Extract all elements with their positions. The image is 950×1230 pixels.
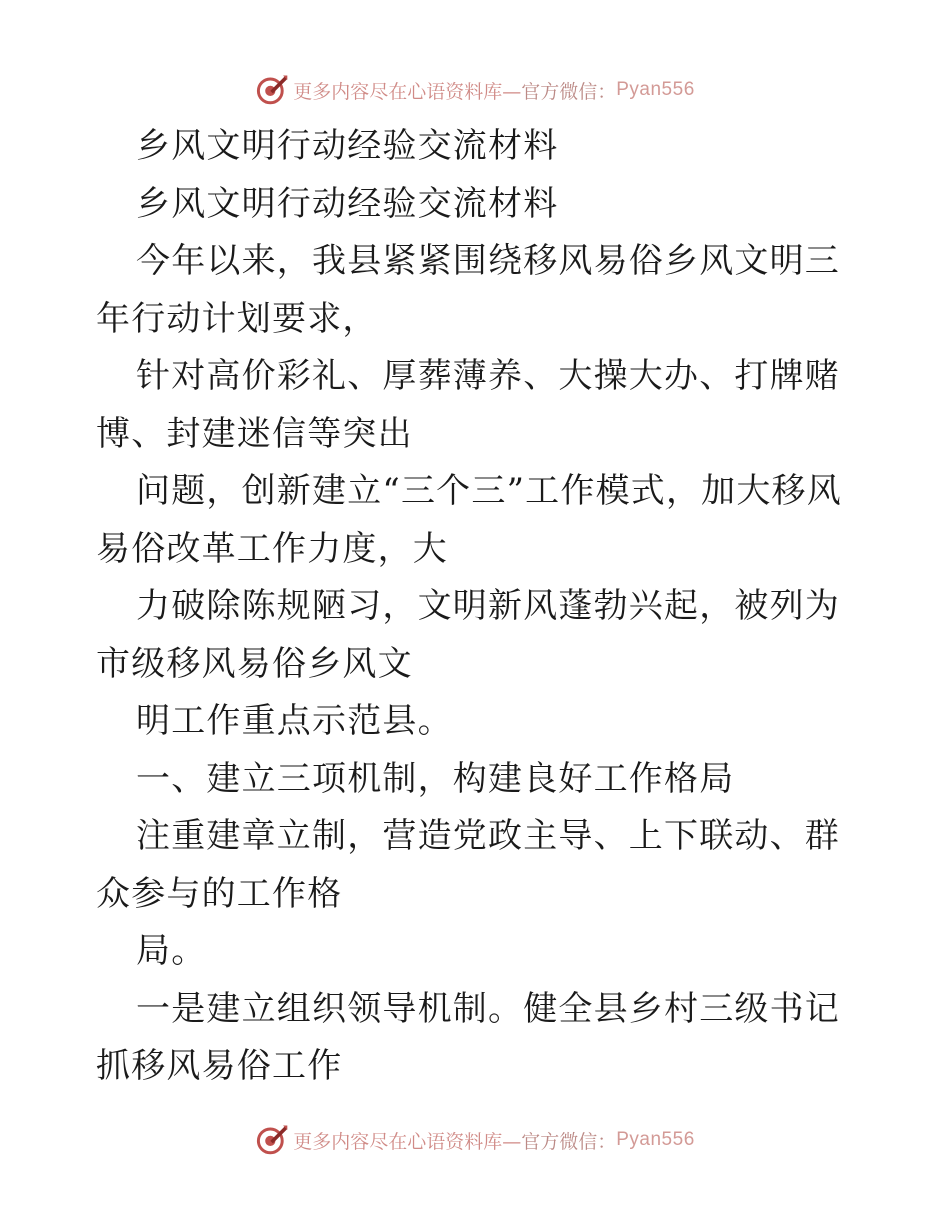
watermark-text: 更多内容尽在心语资料库— (293, 1130, 522, 1153)
watermark-footer (0, 1120, 950, 1160)
paragraph-title: 乡风文明行动经验交流材料 (136, 126, 559, 166)
section-heading: 一、建立三项机制，构建良好工作格局 (136, 758, 735, 799)
watermark-text: 更多内容尽在心语资料库— (293, 80, 522, 103)
pen-logo-icon (255, 73, 289, 107)
paragraph: 明工作重点示范县。 (136, 701, 453, 741)
paragraph: 今年以来，我县紧紧围绕移风易俗乡风文明三年行动计划要求， (96, 241, 840, 339)
watermark-wechat-label: 官方微信： (521, 80, 617, 103)
document-body (96, 118, 856, 1096)
pen-logo-icon (255, 1123, 289, 1157)
paragraph: 针对高价彩礼、厚葬薄养、大操大办、打牌赌博、封建迷信等突出 (96, 356, 840, 454)
watermark-header (0, 70, 950, 110)
paragraph: 一是建立组织领导机制。健全县乡村三级书记抓移风易俗工作 (96, 988, 840, 1086)
watermark-wechat-id: Pyan556 (616, 79, 695, 100)
watermark-wechat-id: Pyan556 (616, 1129, 695, 1150)
paragraph: 力破除陈规陋习，文明新风蓬勃兴起，被列为市级移风易俗乡风文 (96, 586, 840, 684)
watermark-wechat-label: 官方微信： (521, 1130, 617, 1153)
paragraph: 问题，创新建立“三个三”工作模式，加大移风易俗改革工作力度，大 (96, 471, 842, 569)
paragraph-title-repeat: 乡风文明行动经验交流材料 (136, 183, 559, 224)
paragraph: 注重建章立制，营造党政主导、上下联动、群众参与的工作格 (96, 816, 840, 914)
paragraph: 局。 (136, 931, 207, 971)
